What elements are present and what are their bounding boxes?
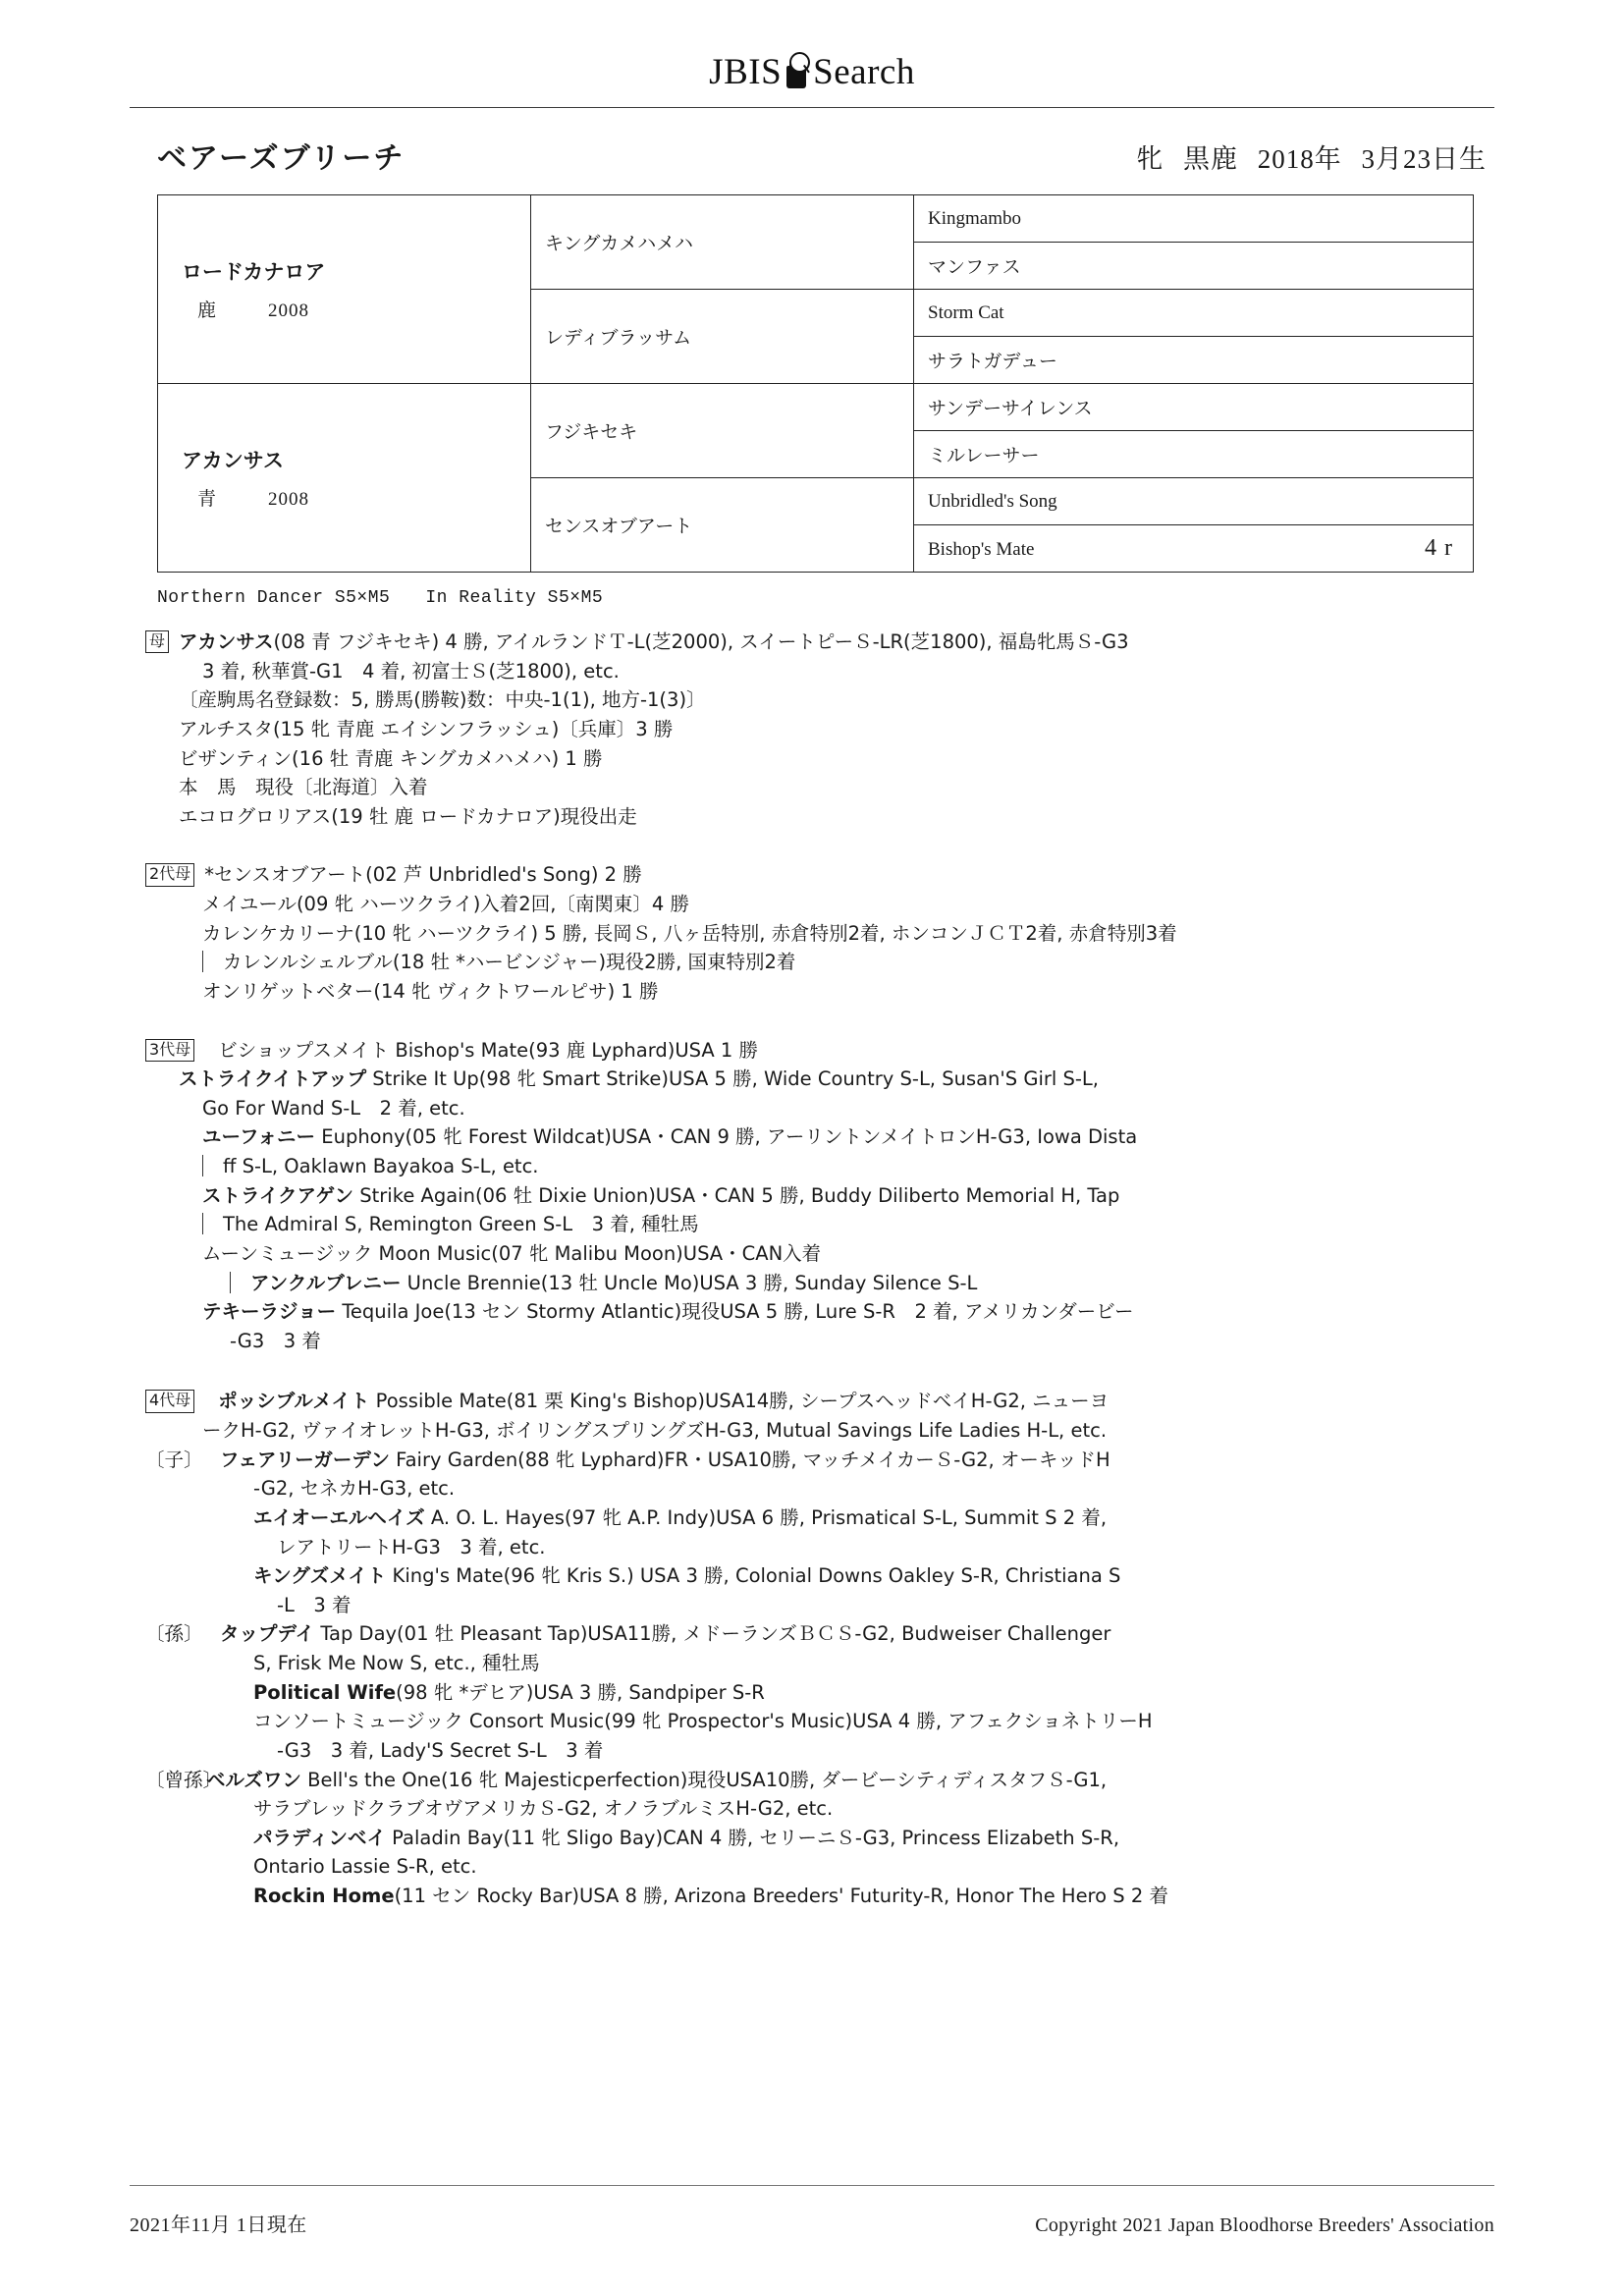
gen4-name-4: エイオーエルヘイズ <box>253 1505 425 1529</box>
list-item <box>145 1446 1477 1475</box>
list-item <box>145 1766 1477 1795</box>
list-item <box>145 1181 1477 1211</box>
sire-name: ロードカナロア <box>182 260 326 284</box>
ggp-cell-6: ミルレーサー <box>914 431 1474 478</box>
table-row <box>158 195 1474 243</box>
dam-name: アカンサス <box>182 449 284 472</box>
list-item: レアトリートH-G3 3 着, etc. <box>277 1535 546 1558</box>
gen4-line-17: (11 セン Rocky Bar)USA 8 勝, Arizona Breeders' Futurity-R, Honor The Hero S 2 着 <box>394 1885 1168 1907</box>
ggp-cell-3: Storm Cat <box>914 290 1474 337</box>
gen4-line-10: (98 牝 *デヒア)USA 3 勝, Sandpiper S-R <box>396 1680 765 1704</box>
gen3-line-0: ビショップスメイト Bishop's Mate(93 鹿 Lyphard)USA 1 勝 <box>218 1038 759 1062</box>
list-item: コンソートミュージック Consort Music(99 牝 Prospector's Music)USA 4 勝, アフェクショネトリーH <box>253 1710 1153 1733</box>
gen3-line-3: Euphony(05 牝 Forest Wildcat)USA・CAN 9 勝, アーリントンメイトロンH-G3, Iowa Dista <box>315 1125 1138 1149</box>
dam-line-0: (08 青 フジキセキ) 4 勝, アイルランドＴ-L(芝2000), スイートピーＳ-LR(芝1800), 福島牝馬Ｓ-G3 <box>273 630 1129 653</box>
section-badge-gen2: 2代母 <box>145 863 194 886</box>
list-item: オンリゲットベター(14 牝 ヴィクトワールピサ) 1 勝 <box>202 979 659 1003</box>
ggp-cell-2: マンファス <box>914 243 1474 290</box>
list-item: 3 着, 秋華賞-G1 4 着, 初富士Ｓ(芝1800), etc. <box>202 659 620 683</box>
gen3-line-6: The Admiral S, Remington Green S-L 3 着, 種牡馬 <box>223 1213 699 1236</box>
ggp-cell-8 <box>914 525 1474 573</box>
table-row <box>158 384 1474 431</box>
gen4-line-6: King's Mate(96 牝 Kris S.) USA 3 勝, Colonial Downs Oakley S-R, Christiana S <box>386 1564 1121 1588</box>
gen3-name-9: テキーラジョー <box>202 1300 337 1324</box>
relation-tag-grandchild: 〔孫〕 <box>145 1622 203 1646</box>
section-gen4 <box>145 1387 1477 1910</box>
footer-copyright: Copyright 2021 Japan Bloodhorse Breeders' Association <box>1035 2214 1494 2236</box>
list-item: -L 3 着 <box>277 1593 352 1616</box>
list-item <box>145 1122 1477 1152</box>
ggp-cell-1: Kingmambo <box>914 195 1474 243</box>
horse-sex: 牝 <box>1136 144 1164 174</box>
sire-dam-cell: レディブラッサム <box>531 290 914 384</box>
gen3-name-8: アンクルブレニー <box>250 1271 402 1294</box>
inbreeding-second: In Reality S5×M5 <box>425 588 604 608</box>
jbis-search-logo <box>709 51 915 93</box>
list-item <box>145 1065 1477 1094</box>
gen4-line-15: Paladin Bay(11 牝 Sligo Bay)CAN 4 勝, セリーニＳ-G3, Princess Elizabeth S-R, <box>385 1826 1120 1849</box>
list-item <box>145 1210 1477 1239</box>
dam-details <box>182 484 516 511</box>
section-badge-gen3: 3代母 <box>145 1039 194 1062</box>
dam-sire-cell: フジキセキ <box>531 384 914 478</box>
section-gen3 <box>145 1036 1477 1356</box>
list-item <box>145 1269 1477 1298</box>
gen4-name-10: Political Wife <box>253 1680 397 1704</box>
dam-cell <box>158 384 531 573</box>
sire-year: 2008 <box>268 301 310 321</box>
logo-jbis-text: JBIS <box>709 52 783 92</box>
gen3-line-9: Tequila Joe(13 セン Stormy Atlantic)現役USA 5 勝, Lure S-R 2 着, アメリカンダービー <box>336 1300 1134 1324</box>
list-item: -G3 3 着, Lady'S Secret S-L 3 着 <box>277 1738 604 1762</box>
title-row <box>157 134 1487 177</box>
list-item <box>145 1152 1477 1181</box>
gen4-line-4: A. O. L. Hayes(97 牝 A.P. Indy)USA 6 勝, Prismatical S-L, Summit S 2 着, <box>424 1505 1108 1529</box>
list-item <box>145 628 1477 657</box>
list-item: -G2, セネカH-G3, etc. <box>253 1477 456 1501</box>
sire-details <box>182 296 516 322</box>
list-item: カレンケカリーナ(10 牝 ハーツクライ) 5 勝, 長岡Ｓ, 八ヶ岳特別, 赤倉特別2着, ホンコンＪＣＴ2着, 赤倉特別3着 <box>202 921 1177 945</box>
sire-coat: 鹿 <box>197 301 218 321</box>
section-badge-gen4: 4代母 <box>145 1390 194 1412</box>
logo-header <box>0 0 1624 93</box>
gen3-line-4: ff S-L, Oaklawn Bayakoa S-L, etc. <box>223 1155 539 1177</box>
list-item: ムーンミュージック Moon Music(07 牝 Malibu Moon)USA・CAN入着 <box>202 1241 822 1265</box>
pedigree-body <box>145 628 1477 1911</box>
footer <box>130 2209 1494 2237</box>
list-item <box>145 948 1477 977</box>
list-item <box>145 860 1477 890</box>
gen3-name-1: ストライクイトアップ <box>179 1067 367 1091</box>
list-item <box>145 1503 1477 1533</box>
header-divider <box>130 107 1494 108</box>
gen4-line-2: Fairy Garden(88 牝 Lyphard)FR・USA10勝, マッチメイカーＳ-G2, オーキッドH <box>389 1448 1110 1471</box>
family-number: 4 r <box>1425 535 1453 561</box>
ggp-cell-7: Unbridled's Song <box>914 478 1474 525</box>
pedigree-table <box>157 194 1474 573</box>
lineage-bracket-icon <box>202 1213 217 1234</box>
horse-birth-date: 3月23日生 <box>1361 144 1487 174</box>
list-item: Go For Wand S-L 2 着, etc. <box>202 1096 465 1120</box>
list-item <box>145 1678 1477 1708</box>
lineage-bracket-icon <box>202 951 217 972</box>
jbis-magnifier-icon <box>783 52 812 89</box>
gen4-line-13: Bell's the One(16 牝 Majesticperfection)現役USA10勝, ダービーシティディスタフＳ-G1, <box>300 1768 1108 1791</box>
list-item <box>145 1882 1477 1911</box>
inbreeding-first: Northern Dancer S5×M5 <box>157 588 391 608</box>
list-item: Ontario Lassie S-R, etc. <box>253 1855 477 1879</box>
list-item: S, Frisk Me Now S, etc., 種牡馬 <box>253 1652 540 1674</box>
footer-divider <box>130 2185 1494 2186</box>
gen3-line-5: Strike Again(06 牡 Dixie Union)USA・CAN 5 勝, Buddy Diliberto Memorial H, Tap <box>353 1183 1120 1207</box>
lineage-bracket-icon <box>230 1272 244 1293</box>
dam-year: 2008 <box>268 489 310 510</box>
section-gen2 <box>145 860 1477 1006</box>
sire-cell <box>158 195 531 384</box>
ggp-cell-4: サラトガデュー <box>914 337 1474 384</box>
ggp-cell-5: サンデーサイレンス <box>914 384 1474 431</box>
horse-birth-year: 2018年 <box>1257 144 1342 174</box>
horse-attributes <box>1124 137 1487 176</box>
list-item <box>145 1561 1477 1591</box>
gen3-name-5: ストライクアゲン <box>202 1183 354 1207</box>
gen4-name-2: フェアリーガーデン <box>220 1448 390 1471</box>
ggp-cell-8-name: Bishop's Mate <box>928 539 1035 560</box>
list-item: アルチスタ(15 牝 青鹿 エイシンフラッシュ)〔兵庫〕3 勝 <box>179 717 674 740</box>
gen2-line-3: カレンルシェルブル(18 牡 *ハービンジャー)現役2勝, 国東特別2着 <box>223 951 796 974</box>
gen3-line-1: Strike It Up(98 牝 Smart Strike)USA 5 勝, Wide Country S-L, Susan'S Girl S-L, <box>366 1067 1099 1091</box>
list-item: ークH-G2, ヴァイオレットH-G3, ボイリングスプリングズH-G3, Mutual Savings Life Ladies H-L, etc. <box>202 1419 1108 1442</box>
gen2-line-0: *センスオブアート(02 芦 Unbridled's Song) 2 勝 <box>204 863 642 887</box>
logo-search-text: Search <box>813 52 915 92</box>
list-item: ビザンティン(16 牡 青鹿 キングカメハメハ) 1 勝 <box>179 746 603 770</box>
list-item <box>145 1824 1477 1853</box>
page-title: ベアーズブリーチ <box>157 141 406 176</box>
list-item: エコログロリアス(19 牡 鹿 ロードカナロア)現役出走 <box>179 804 637 828</box>
gen4-line-8: Tap Day(01 牡 Pleasant Tap)USA11勝, メドーランズＢＣＳ-G2, Budweiser Challenger <box>314 1622 1111 1646</box>
horse-coat-color: 黒鹿 <box>1183 144 1238 174</box>
gen4-name-8: タップデイ <box>220 1622 315 1646</box>
dam-horse-name: アカンサス <box>179 630 274 653</box>
list-item: 本 馬 現役〔北海道〕入着 <box>179 776 428 799</box>
section-dam <box>145 628 1477 831</box>
list-item: -G3 3 着 <box>230 1329 321 1352</box>
relation-tag-greatgrandchild: 〔曾孫〕 <box>145 1768 223 1791</box>
list-item <box>145 1619 1477 1649</box>
gen4-name-6: キングズメイト <box>253 1564 387 1588</box>
list-item: 〔産駒馬名登録数：5, 勝馬(勝鞍)数：中央-1(1), 地方-1(3)〕 <box>179 688 706 712</box>
lineage-bracket-icon <box>202 1155 217 1176</box>
list-item <box>145 1036 1477 1066</box>
inbreeding-line <box>157 588 1624 608</box>
gen4-name-15: パラディンベイ <box>253 1826 386 1849</box>
dam-coat: 青 <box>197 489 218 510</box>
list-item: サラブレッドクラブオヴアメリカＳ-G2, オノラブルミスH-G2, etc. <box>253 1797 834 1821</box>
list-item <box>145 1297 1477 1327</box>
gen3-name-3: ユーフォニー <box>202 1125 316 1149</box>
gen4-name-0: ポッシブルメイト <box>218 1390 370 1413</box>
sire-sire-cell: キングカメハメハ <box>531 195 914 290</box>
gen4-name-17: Rockin Home <box>253 1885 395 1907</box>
gen3-line-8: Uncle Brennie(13 牡 Uncle Mo)USA 3 勝, Sunday Silence S-L <box>401 1271 978 1294</box>
list-item <box>145 1387 1477 1416</box>
relation-tag-child: 〔子〕 <box>145 1448 203 1471</box>
gen4-name-13: ベルズワン <box>206 1768 301 1791</box>
list-item: メイユール(09 牝 ハーツクライ)入着2回,〔南関東〕4 勝 <box>202 893 690 915</box>
footer-date: 2021年11月 1日現在 <box>130 2214 307 2236</box>
section-badge-dam: 母 <box>145 630 169 653</box>
dam-dam-cell: センスオブアート <box>531 478 914 573</box>
gen4-line-0: Possible Mate(81 栗 King's Bishop)USA14勝, シープスヘッドベイH-G2, ニューヨ <box>369 1390 1110 1413</box>
